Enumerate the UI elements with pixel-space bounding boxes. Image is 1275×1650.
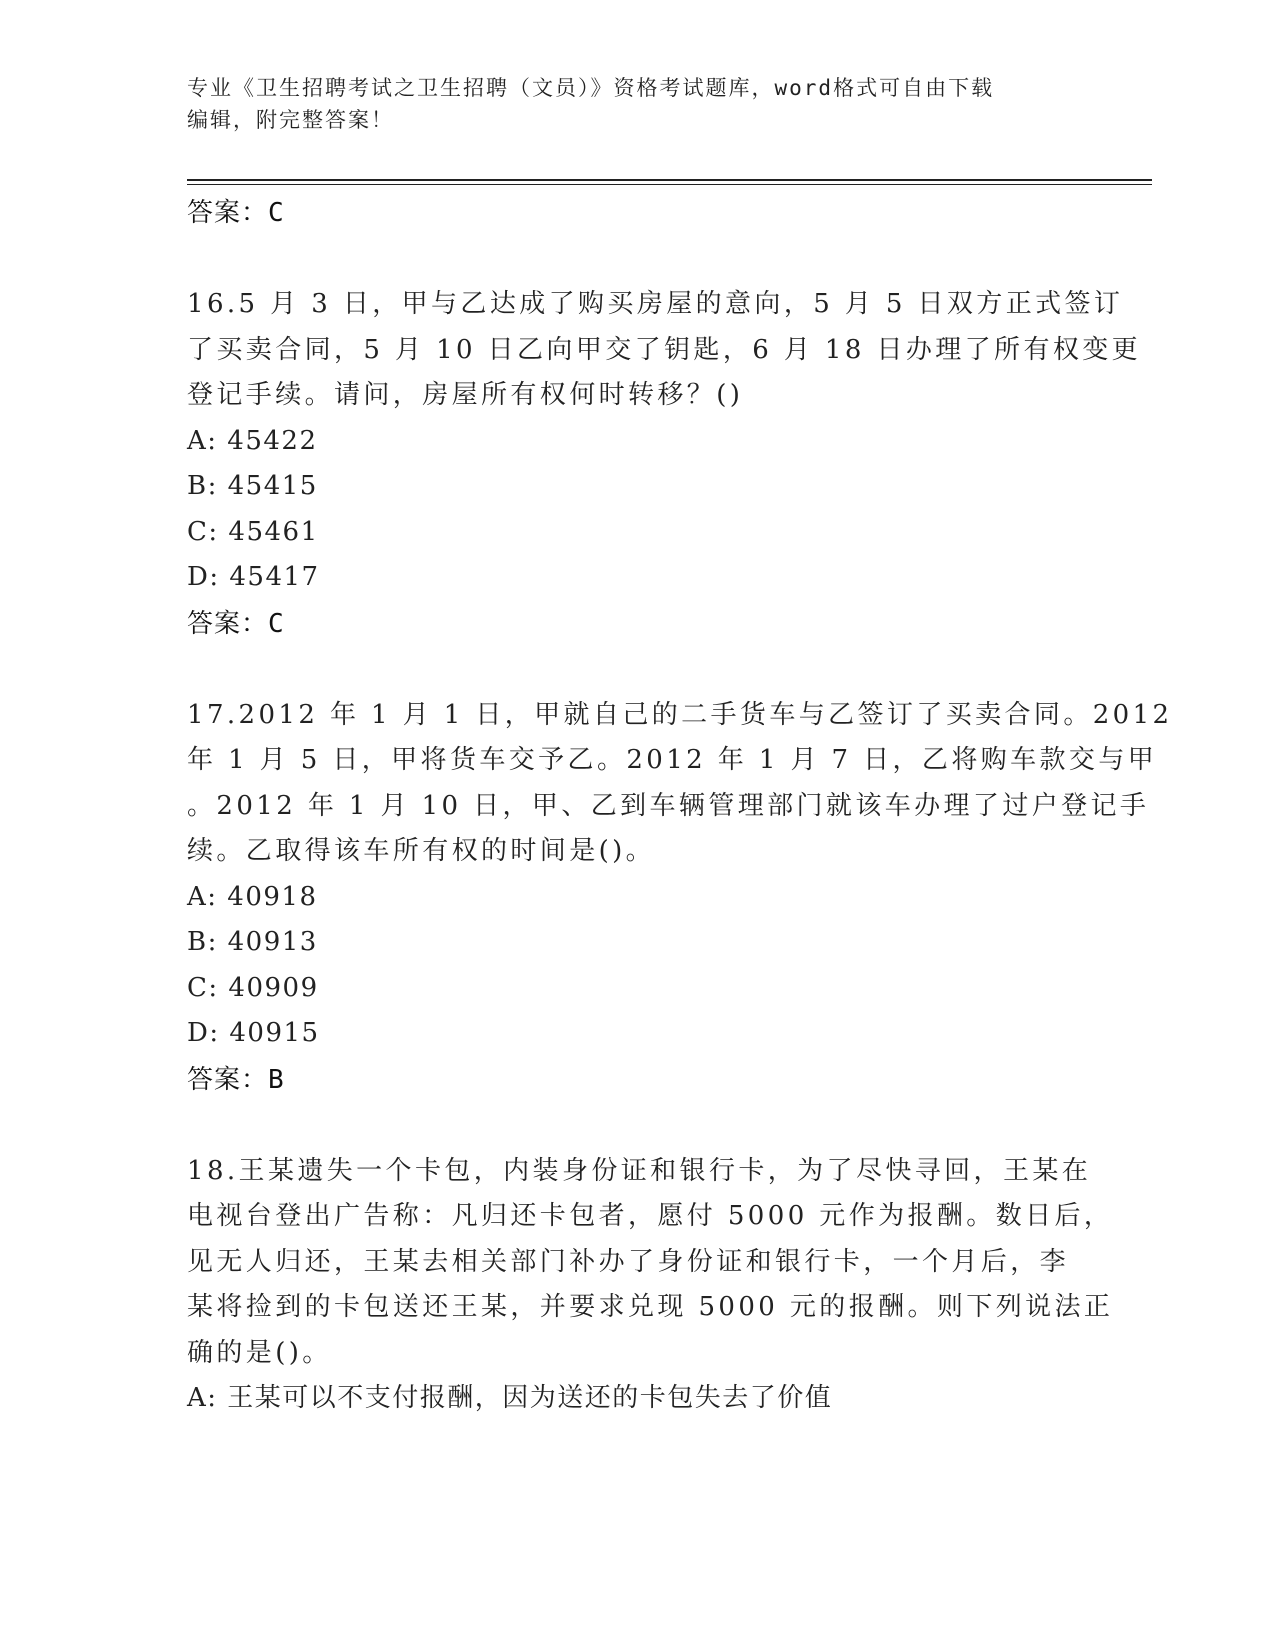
question-text-line: 。2012 年 1 月 10 日，甲、乙到车辆管理部门就该车办理了过户登记手 [187,790,1150,821]
question-text-line: 了买卖合同，5 月 10 日乙向甲交了钥匙，6 月 18 日办理了所有权变更 [187,334,1142,365]
header-line-2: 编辑，附完整答案！ [187,108,394,132]
option-b: B: 40913 [187,927,318,957]
question-text-line: 续。乙取得该车所有权的时间是()。 [187,836,656,866]
question-list [187,190,1173,1422]
option-c: C: 40909 [187,972,319,1003]
question-text-line: 17.2012 年 1 月 1 日，甲就自己的二手货车与乙签订了买卖合同。2012 [187,699,1173,730]
question-item [187,282,1142,647]
question-text-line: 见无人归还，王某去相关部门补办了身份证和银行卡，一个月后，李 [187,1246,1070,1277]
header-line-1: 专业《卫生招聘考试之卫生招聘（文员）》资格考试题库，word格式可自由下载 [187,76,995,100]
answer-line: 答案：C [187,608,285,639]
spacer [187,1103,1087,1149]
question-text [187,282,1142,419]
question-text [187,1149,1114,1377]
spacer [187,236,1087,282]
answer-line: 答案：C [187,198,285,228]
question-item [187,1149,1114,1422]
header-divider-thin [187,184,1152,185]
header-divider-thick [187,179,1152,181]
question-text-line: 电视台登出广告称：凡归还卡包者，愿付 5000 元作为报酬。数日后， [187,1201,1114,1231]
option-b: B: 45415 [187,471,318,501]
question-text-line: 登记手续。请问，房屋所有权何时转移？() [187,380,744,410]
page-header [187,72,1087,136]
question-text-line: 16.5 月 3 日，甲与乙达成了购买房屋的意向，5 月 5 日双方正式签订 [187,289,1124,319]
answer-line: 答案：B [187,1064,285,1095]
option-d: D: 45417 [187,562,320,592]
question-text-line: 18.王某遗失一个卡包，内装身份证和银行卡，为了尽快寻回，王某在 [187,1155,1092,1186]
question-item [187,693,1173,1103]
option-d: D: 40915 [187,1018,320,1048]
question-text-line: 某将捡到的卡包送还王某，并要求兑现 5000 元的报酬。则下列说法正 [187,1292,1114,1322]
option-a: A: 王某可以不支付报酬，因为送还的卡包失去了价值 [187,1383,833,1413]
option-a: A: 45422 [187,425,318,456]
question-text-line: 年 1 月 5 日，甲将货车交予乙。2012 年 1 月 7 日，乙将购车款交与甲 [187,745,1158,775]
question-text [187,693,1173,875]
question-text-line: 确的是()。 [187,1337,332,1368]
option-a: A: 40918 [187,881,318,912]
option-c: C: 45461 [187,516,319,547]
spacer [187,647,1087,693]
